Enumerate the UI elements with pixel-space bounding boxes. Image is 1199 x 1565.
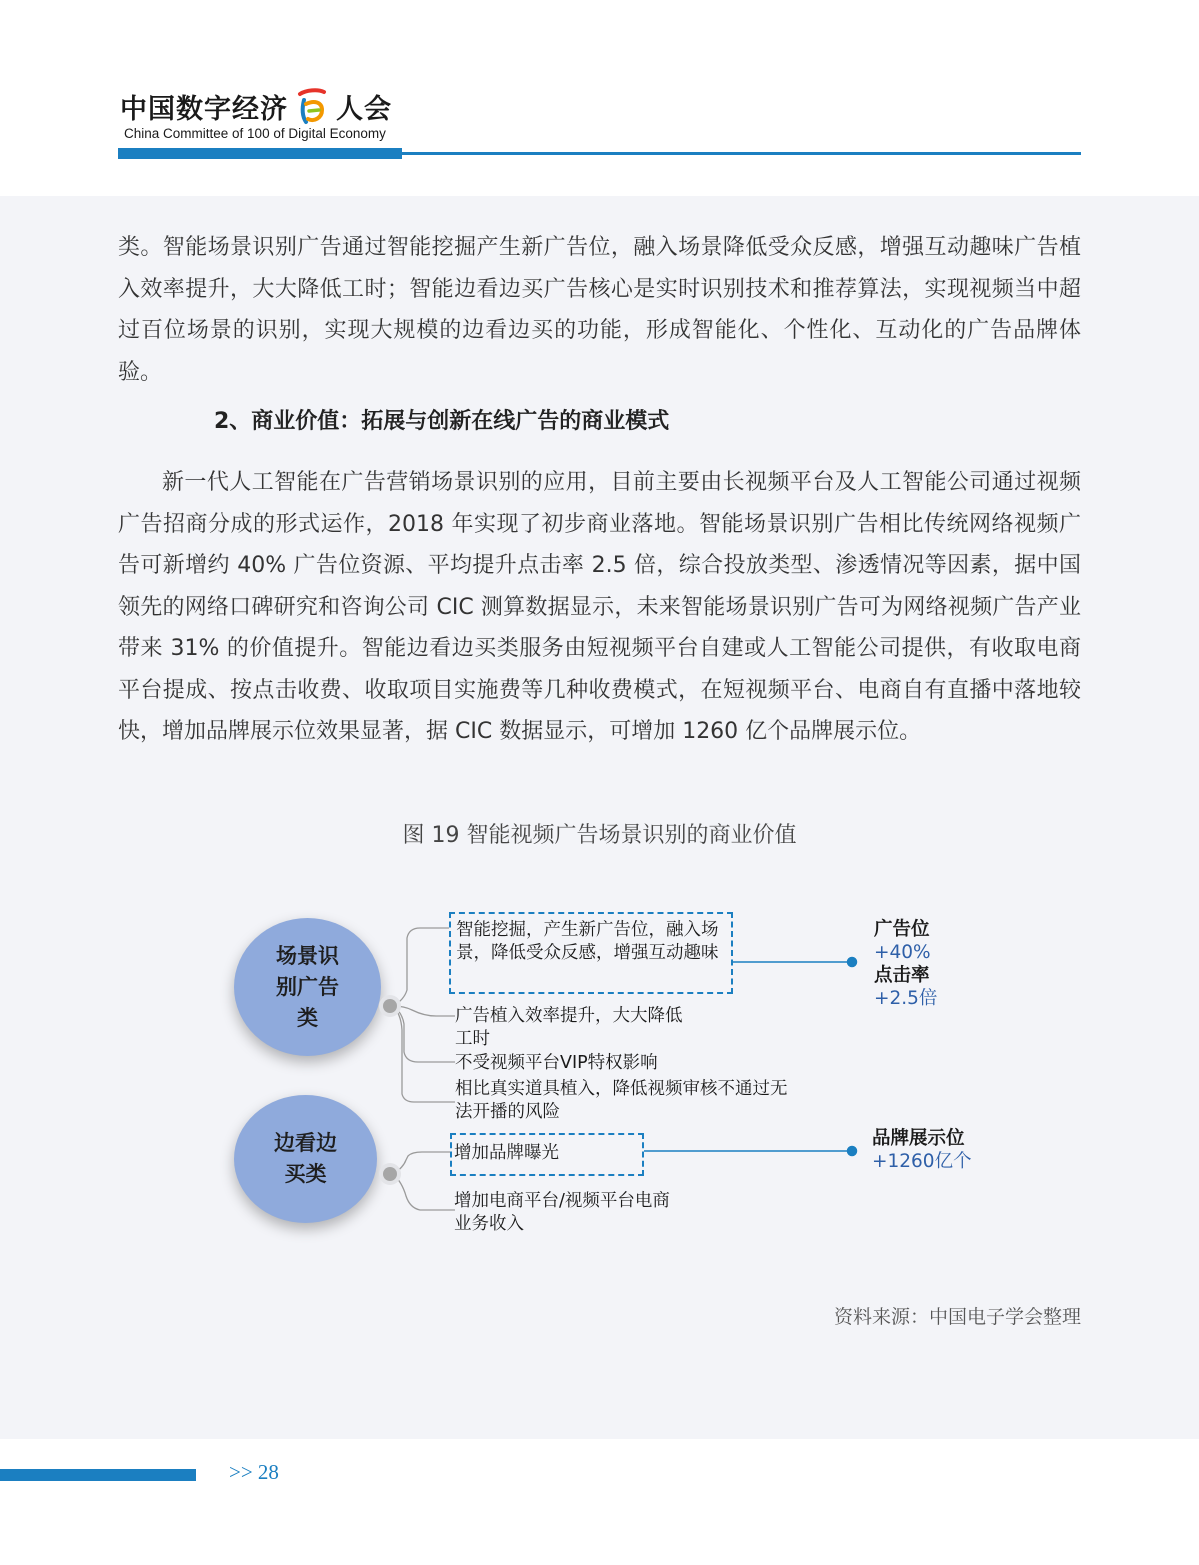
page-number: >> 28 <box>229 1460 279 1484</box>
metric-brand-slots <box>872 1127 972 1173</box>
header-rule-accent <box>118 148 402 159</box>
body-paragraph: 新一代人工智能在广告营销场景识别的应用，目前主要由长视频平台及人工智能公司通过视频广告招商分成的形式运作，2018 年实现了初步商业落地。智能场景识别广告相比传统网络视频广告可新增约 40% 广告位资源、平均提升点击率 2.5 倍，综合投放类型、渗透情况等因素，据中国领先的网络口碑研究和咨询公司 CIC 测算数据显示，未来智能场景识别广告可为网络视频广告产业带来 31% 的价值提升。智能边看边买类服务由短视频平台自建或人工智能公司提供，有收取电商平台提成、按点击收费、收取项目实施费等几种收费模式，在短视频平台、电商自有直播中落地较快，增加品牌展示位效果显著，据 CIC 数据显示，可增加 1260 亿个品牌展示位。 <box>118 470 1081 744</box>
diagram-item: 增加品牌曝光 <box>454 1143 559 1163</box>
diagram-item: 广告植入效率提升，大大降低工时 <box>455 1006 683 1049</box>
category-circle-shop-while-watching <box>234 1095 377 1223</box>
diagram-item: 智能挖掘，产生新广告位，融入场景，降低受众反感，增强互动趣味 <box>456 920 719 963</box>
category-label: 场景识 别广告 类 <box>276 943 339 1030</box>
metric-value: +1260亿个 <box>872 1151 972 1172</box>
figure-caption: 图 19 智能视频广告场景识别的商业价值 <box>402 823 797 848</box>
category-circle-scene-recognition <box>234 918 381 1056</box>
metric-ad-slot-ctr <box>874 918 937 1010</box>
footer-bar <box>0 1469 196 1481</box>
metric-value: +40% <box>874 942 931 963</box>
diagram-item: 增加电商平台/视频平台电商业务收入 <box>454 1191 670 1234</box>
metric-label: 品牌展示位 <box>872 1128 965 1149</box>
body-paragraph: 类。智能场景识别广告通过智能挖掘产生新广告位，融入场景降低受众反感，增强互动趣味广告植入效率提升，大大降低工时；智能边看边买广告核心是实时识别技术和推荐算法，实现视频当中超过百位场景的识别，实现大规模的边看边买的功能，形成智能化、个性化、互动化的广告品牌体验。 <box>118 235 1081 385</box>
metric-label: 点击率 <box>874 965 930 986</box>
logo-title <box>120 86 392 126</box>
logo-title-right: 人会 <box>336 93 392 125</box>
node-knob <box>383 1167 397 1181</box>
metric-label: 广告位 <box>874 919 930 940</box>
source-note: 资料来源：中国电子学会整理 <box>833 1306 1081 1328</box>
metric-value: +2.5倍 <box>874 988 938 1009</box>
logo-subtitle: China Committee of 100 of Digital Economy <box>124 126 386 141</box>
diagram-item: 不受视频平台VIP特权影响 <box>455 1053 658 1073</box>
category-label: 边看边 买类 <box>274 1131 337 1186</box>
page-header <box>0 0 1199 196</box>
section-heading: 2、商业价值：拓展与创新在线广告的商业模式 <box>214 409 670 434</box>
node-knob <box>383 999 397 1013</box>
logo-title-left: 中国数字经济 <box>120 93 288 125</box>
diagram-item: 相比真实道具植入，降低视频审核不通过无法开播的风险 <box>455 1079 788 1122</box>
hundred-logo-icon <box>292 86 332 126</box>
